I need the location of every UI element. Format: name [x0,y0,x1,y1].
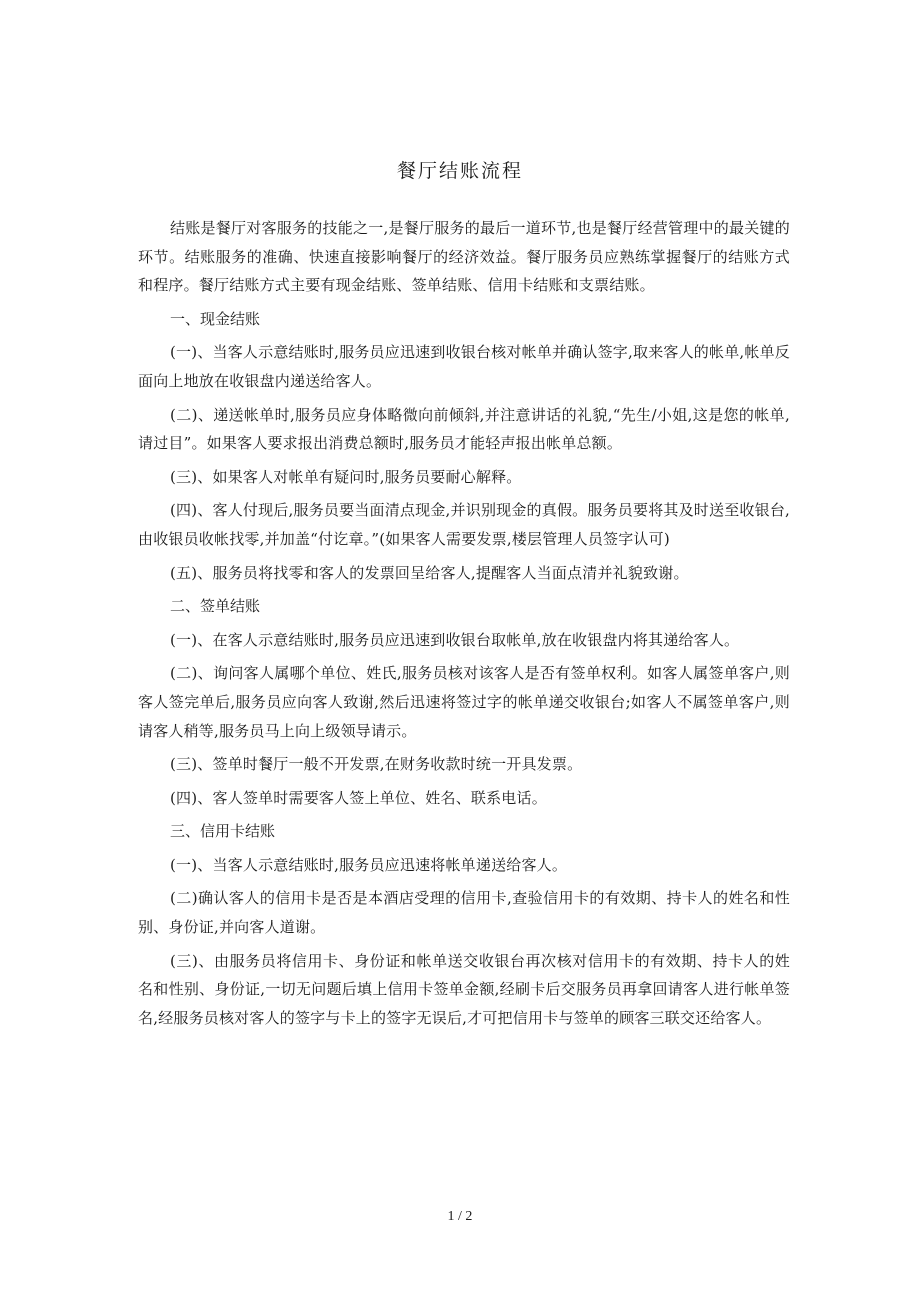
signing-step-3: (三)、签单时餐厅一般不开发票,在财务收款时统一开具发票。 [170,755,583,774]
credit-card-step-3: (三)、由服务员将信用卡、身份证和帐单送交收银台再次核对信用卡的有效期、持卡人的姓名和性别、身份证,一切无问题后填上信用卡签单金额,经刷卡后交服务员再拿回请客人进行帐单签名,经服务员核对客人的签字与卡上的签字无误后,才可把信用卡与签单的顾客三联交还给客人。 [138,951,790,1027]
cash-step-1: (一)、当客人示意结账时,服务员应迅速到收银台核对帐单并确认签字,取来客人的帐单,帐单反面向上地放在收银盘内递送给客人。 [138,343,790,390]
document-body [138,214,790,1037]
signing-step-1: (一)、在客人示意结账时,服务员应迅速到收银台取帐单,放在收银盘内将其递给客人。 [170,630,740,649]
page-indicator: 1 / 2 [447,1209,473,1224]
cash-step-5: (五)、服务员将找零和客人的发票回呈给客人,提醒客人当面点清并礼貌致谢。 [170,563,689,582]
credit-card-step-2: (二)确认客人的信用卡是否是本酒店受理的信用卡,查验信用卡的有效期、持卡人的姓名和性别、身份证,并向客人道谢。 [138,889,790,937]
intro-paragraph: 结账是餐厅对客服务的技能之一,是餐厅服务的最后一道环节,也是餐厅经营管理中的最关键的环节。结账服务的准确、快速直接影响餐厅的经济效益。餐厅服务员应熟练掌握餐厅的结账方式和程序。餐厅结账方式主要有现金结账、签单结账、信用卡结账和支票结账。 [138,219,790,295]
signing-step-2: (二)、询问客人属哪个单位、姓氏,服务员核对该客人是否有签单权利。如客人属签单客户,则客人签完单后,服务员应向客人致谢,然后迅速将签过字的帐单递交收银台;如客人不属签单客户,则请客人稍等,服务员马上向上级领导请示。 [138,664,790,740]
document-title: 餐厅结账流程 [396,160,523,182]
signing-step-4: (四)、客人签单时需要客人签上单位、姓名、联系电话。 [170,788,547,807]
section-heading-cash: 一、现金结账 [170,309,261,328]
credit-card-step-1: (一)、当客人示意结账时,服务员应迅速将帐单递送给客人。 [170,855,568,874]
cash-step-4: (四)、客人付现后,服务员要当面清点现金,并识别现金的真假。服务员要将其及时送至收银台,由收银员收帐找零,并加盖“付讫章。”(如果客人需要发票,楼层管理人员签字认可) [138,501,790,548]
section-heading-signing: 二、签单结账 [170,597,261,616]
section-heading-credit-card: 三、信用卡结账 [170,822,276,841]
cash-step-3: (三)、如果客人对帐单有疑问时,服务员要耐心解释。 [170,467,522,486]
cash-step-2: (二)、递送帐单时,服务员应身体略微向前倾斜,并注意讲话的礼貌,“先生/小姐,这是您的帐单,请过目”。如果客人要求报出消费总额时,服务员才能轻声报出帐单总额。 [138,405,790,453]
